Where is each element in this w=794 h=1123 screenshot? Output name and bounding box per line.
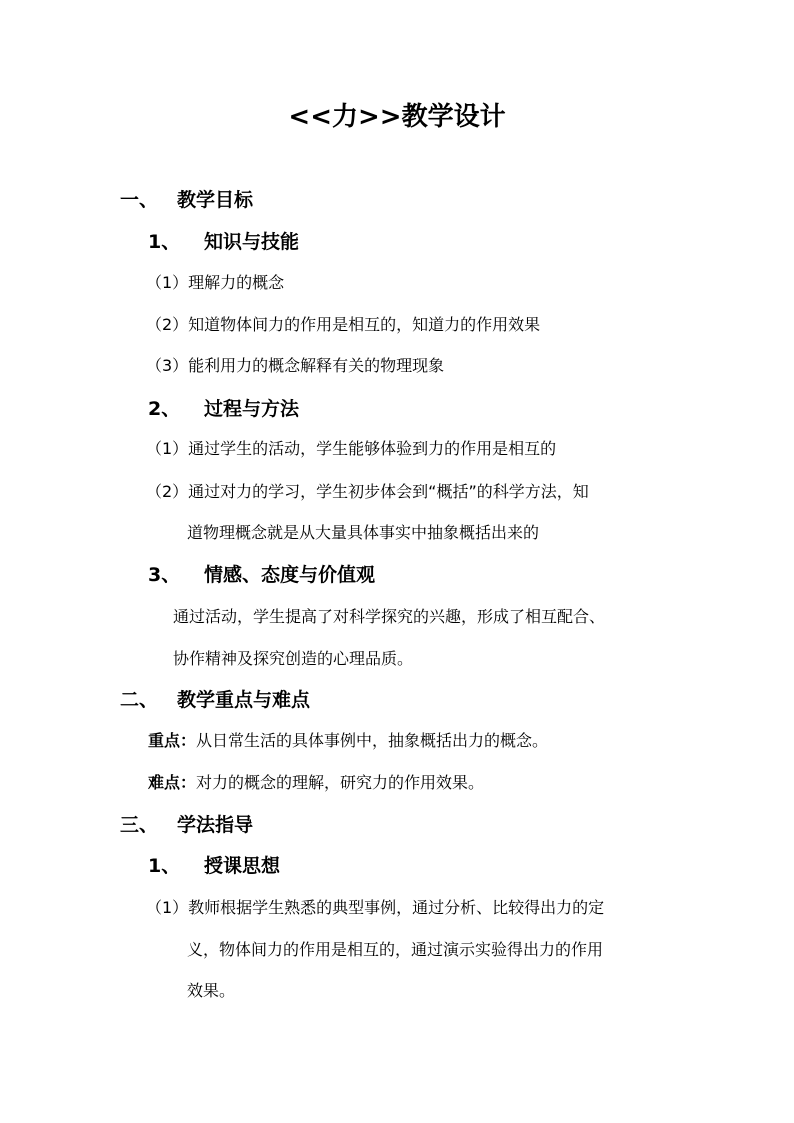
subsection-number: 3、 [148,564,181,586]
key-point-text: 从日常生活的具体事例中，抽象概括出力的概念。 [196,731,549,750]
subsection-number: 1、 [148,855,181,877]
list-item-continuation: 义，物体间力的作用是相互的，通过演示实验得出力的作用 [187,940,604,959]
list-item: （2）知道物体间力的作用是相互的，知道力的作用效果 [146,315,541,334]
subsection-heading-1-3 [148,566,375,585]
list-item: （1）教师根据学生熟悉的典型事例，通过分析、比较得出力的定 [146,898,605,917]
section-number: 二、 [120,689,159,711]
difficult-point-text: 对力的概念的理解，研究力的作用效果。 [196,773,485,792]
section-heading-1 [120,191,253,210]
subsection-title: 情感、态度与价值观 [204,564,376,586]
key-point [148,733,548,749]
key-point-label: 重点： [148,731,197,750]
list-item: （1）理解力的概念 [146,273,285,292]
subsection-title: 授课思想 [204,855,281,877]
subsection-title: 知识与技能 [204,231,300,253]
subsection-number: 2、 [148,398,181,420]
section-title: 教学重点与难点 [177,689,311,711]
list-item: （3）能利用力的概念解释有关的物理现象 [146,356,445,375]
section-number: 一、 [120,189,159,211]
paragraph-line: 通过活动，学生提高了对科学探究的兴趣，形成了相互配合、 [173,607,606,626]
subsection-heading-1-1 [148,233,299,252]
section-title: 学法指导 [177,814,254,836]
section-title: 教学目标 [177,189,254,211]
section-heading-3 [120,816,253,835]
subsection-heading-1-2 [148,400,299,419]
section-heading-2 [120,691,310,710]
list-item: （1）通过学生的活动，学生能够体验到力的作用是相互的 [146,439,557,458]
list-item-continuation: 道物理概念就是从大量具体事实中抽象概括出来的 [187,523,540,542]
list-item: （2）通过对力的学习，学生初步体会到“概括”的科学方法，知 [146,482,589,501]
subsection-heading-3-1 [148,857,280,876]
difficult-point-label: 难点： [148,773,197,792]
list-item-continuation: 效果。 [187,981,236,1000]
difficult-point [148,775,484,791]
document-title: <<力>>教学设计 [288,102,506,132]
paragraph-line: 协作精神及探究创造的心理品质。 [173,649,414,668]
subsection-title: 过程与方法 [204,398,300,420]
subsection-number: 1、 [148,231,181,253]
section-number: 三、 [120,814,159,836]
